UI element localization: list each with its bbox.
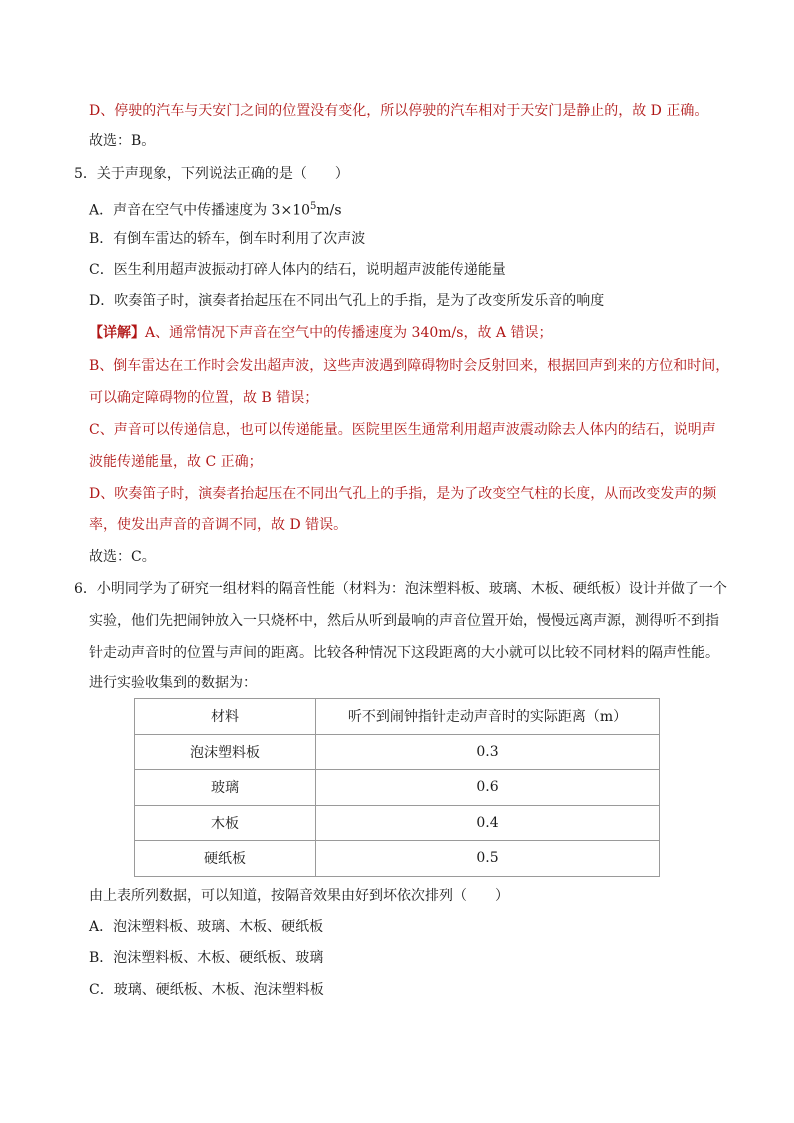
q5-answer: 故选：C。 bbox=[89, 549, 156, 565]
table-row bbox=[135, 841, 660, 877]
prev-analysis-d: D、停驶的汽车与天安门之间的位置没有变化，所以停驶的汽车相对于天安门是静止的，故 D 正确。 bbox=[89, 103, 709, 119]
table-header-material: 材料 bbox=[135, 699, 316, 735]
q6-question: 由上表所列数据，可以知道，按隔音效果由好到坏依次排列（ ） bbox=[89, 888, 509, 904]
q5-detail-b2: 可以确定障碍物的位置，故 B 错误； bbox=[89, 390, 319, 406]
q5-detail-b1: B、倒车雷达在工作时会发出超声波，这些声波遇到障碍物时会反射回来，根据回声到来的方位和时间， bbox=[89, 358, 730, 374]
q6-stem-line4: 进行实验收集到的数据为： bbox=[89, 675, 257, 691]
table-cell-distance: 0.3 bbox=[316, 734, 660, 770]
q5-option-c: C．医生利用超声波振动打碎人体内的结石，说明超声波能传递能量 bbox=[89, 262, 506, 278]
table-cell-distance: 0.4 bbox=[316, 805, 660, 841]
q5-detail-d2: 率，使发出声音的音调不同，故 D 错误。 bbox=[89, 517, 348, 533]
table-cell-material: 硬纸板 bbox=[135, 841, 316, 877]
table-row bbox=[135, 734, 660, 770]
table-row bbox=[135, 770, 660, 806]
q5-option-a-text: A．声音在空气中传播速度为 3×10 bbox=[89, 202, 311, 219]
q5-option-a-exponent: 5 bbox=[310, 201, 317, 212]
materials-table bbox=[134, 698, 660, 877]
q6-option-a: A．泡沫塑料板、玻璃、木板、硬纸板 bbox=[89, 919, 324, 935]
q6-stem-line3: 针走动声音时的位置与声间的距离。比较各种情况下这段距离的大小就可以比较不同材料的隔声性能。 bbox=[89, 645, 719, 661]
table-cell-material: 泡沫塑料板 bbox=[135, 734, 316, 770]
table-row bbox=[135, 805, 660, 841]
q6-stem-line1: 6．小明同学为了研究一组材料的隔音性能（材料为：泡沫塑料板、玻璃、木板、硬纸板）设计并做了一个 bbox=[74, 581, 727, 597]
table-cell-distance: 0.6 bbox=[316, 770, 660, 806]
table-header-row bbox=[135, 699, 660, 735]
prev-answer: 故选：B。 bbox=[89, 133, 156, 149]
q5-option-a-unit: m/s bbox=[316, 202, 342, 219]
q5-detail-c1: C、声音可以传递信息，也可以传递能量。医院里医生通常利用超声波震动除去人体内的结石，说明声 bbox=[89, 422, 716, 438]
q5-option-a bbox=[89, 197, 342, 221]
q5-option-b: B．有倒车雷达的轿车，倒车时利用了次声波 bbox=[89, 231, 366, 247]
table-cell-material: 木板 bbox=[135, 805, 316, 841]
table-cell-material: 玻璃 bbox=[135, 770, 316, 806]
table-header-distance: 听不到闹钟指针走动声音时的实际距离（m） bbox=[316, 699, 660, 735]
q5-stem: 5．关于声现象，下列说法正确的是（ ） bbox=[74, 166, 349, 182]
q6-stem-line2: 实验，他们先把闹钟放入一只烧杯中，然后从听到最响的声音位置开始，慢慢远离声源，测得听不到指 bbox=[89, 613, 719, 629]
table-cell-distance: 0.5 bbox=[316, 841, 660, 877]
q5-option-d: D．吹奏笛子时，演奏者抬起压在不同出气孔上的手指，是为了改变所发乐音的响度 bbox=[89, 293, 605, 309]
q5-detail-c2: 波能传递能量，故 C 正确； bbox=[89, 454, 263, 470]
q6-option-b: B．泡沫塑料板、木板、硬纸板、玻璃 bbox=[89, 950, 324, 966]
q5-detail-a-text: A、通常情况下声音在空气中的传播速度为 340m/s，故 A 错误； bbox=[145, 325, 553, 341]
q5-detail-a bbox=[89, 323, 552, 343]
detail-tag: 【详解】 bbox=[89, 325, 145, 341]
q6-option-c: C．玻璃、硬纸板、木板、泡沫塑料板 bbox=[89, 982, 324, 998]
q5-detail-d1: D、吹奏笛子时，演奏者抬起压在不同出气孔上的手指，是为了改变空气柱的长度，从而改变发声的频 bbox=[89, 486, 717, 502]
